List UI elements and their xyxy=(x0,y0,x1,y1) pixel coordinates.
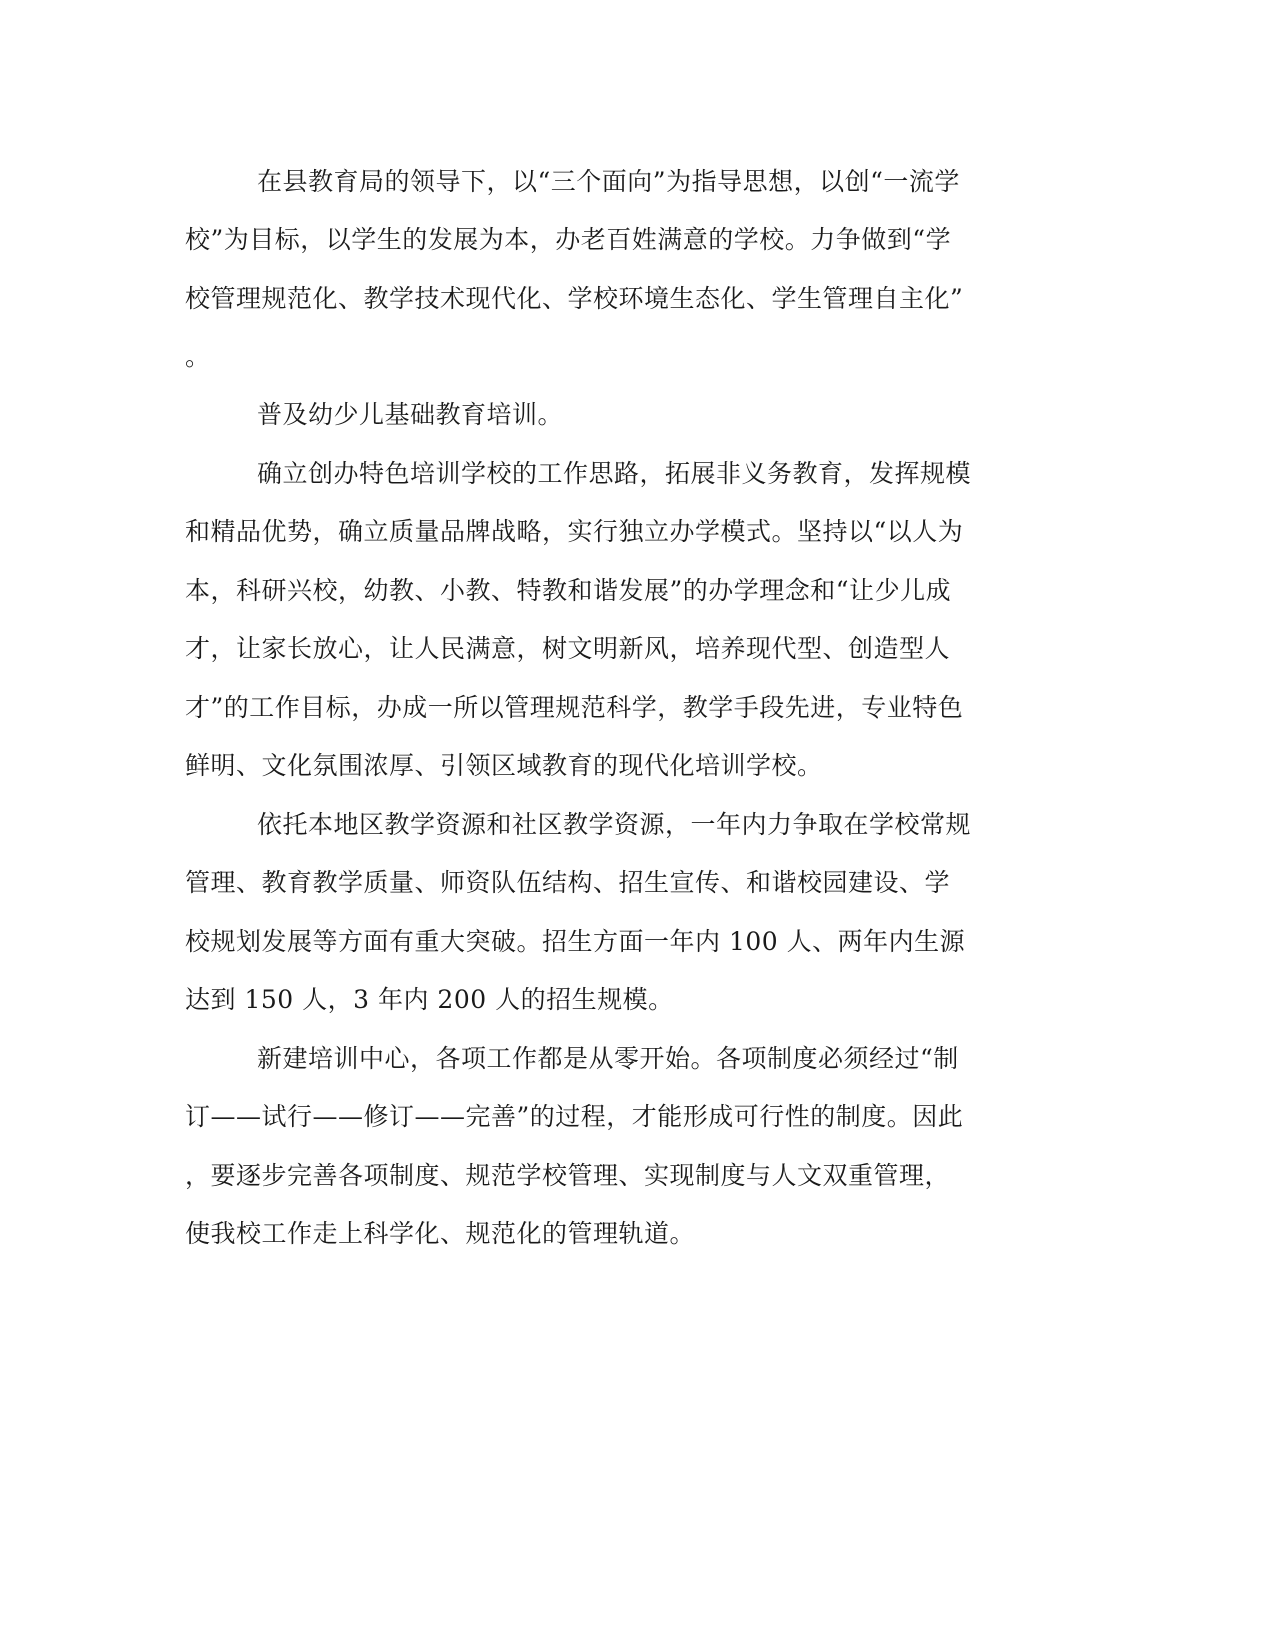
paragraph-4-line-4: 达到 150 人，3 年内 200 人的招生规模。 xyxy=(185,985,674,1014)
paragraph-3-line-3: 本，科研兴校，幼教、小教、特教和谐发展”的办学理念和“让少儿成 xyxy=(185,576,952,605)
paragraph-1-line-3: 校管理规范化、教学技术现代化、学校环境生态化、学生管理自主化” xyxy=(185,284,964,313)
paragraph-5-line-2: 订——试行——修订——完善”的过程，才能形成可行性的制度。因此 xyxy=(185,1102,964,1131)
paragraph-4-line-1: 依托本地区教学资源和社区教学资源，一年内力争取在学校常规 xyxy=(257,810,972,839)
paragraph-3-line-2: 和精品优势，确立质量品牌战略，实行独立办学模式。坚持以“以人为 xyxy=(185,517,964,546)
paragraph-4-line-2: 管理、教育教学质量、师资队伍结构、招生宣传、和谐校园建设、学 xyxy=(185,868,951,897)
paragraph-3-line-4: 才，让家长放心，让人民满意，树文明新风，培养现代型、创造型人 xyxy=(185,634,951,663)
paragraph-3-line-1: 确立创办特色培训学校的工作思路，拓展非义务教育，发挥规模 xyxy=(257,459,972,488)
paragraph-5-line-4: 使我校工作走上科学化、规范化的管理轨道。 xyxy=(185,1219,696,1248)
paragraph-1-line-4: 。 xyxy=(185,342,211,371)
paragraph-2-line-1: 普及幼少儿基础教育培训。 xyxy=(257,400,564,429)
paragraph-5-line-3: ，要逐步完善各项制度、规范学校管理、实现制度与人文双重管理， xyxy=(185,1161,951,1190)
paragraph-4-line-3: 校规划发展等方面有重大突破。招生方面一年内 100 人、两年内生源 xyxy=(185,927,966,956)
paragraph-3-line-6: 鲜明、文化氛围浓厚、引领区域教育的现代化培训学校。 xyxy=(185,751,823,780)
paragraph-1-line-1: 在县教育局的领导下，以“三个面向”为指导思想，以创“一流学 xyxy=(257,167,960,196)
paragraph-3-line-5: 才”的工作目标，办成一所以管理规范科学，教学手段先进，专业特色 xyxy=(185,693,964,722)
paragraph-5-line-1: 新建培训中心，各项工作都是从零开始。各项制度必须经过“制 xyxy=(257,1044,959,1073)
paragraph-1-line-2: 校”为目标，以学生的发展为本，办老百姓满意的学校。力争做到“学 xyxy=(185,225,952,254)
